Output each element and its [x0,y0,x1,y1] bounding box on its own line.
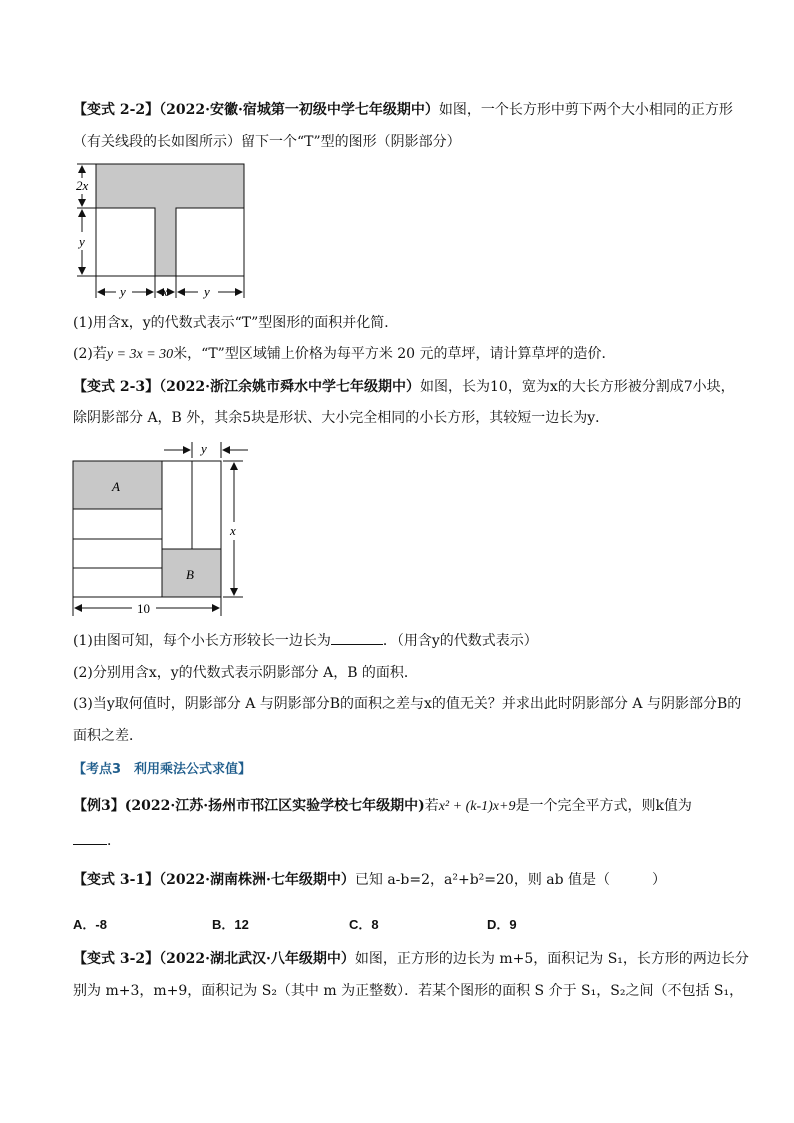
ex3-text-a: 若 [424,798,439,814]
ex3-line [73,796,692,817]
ex3-tag: 【例3】 [73,798,125,814]
v32-line1 [73,949,749,969]
v23-line1 [73,377,735,397]
label-10: 10 [137,601,150,616]
ex3-blank-line [73,831,121,851]
v23-text1: 如图，长为10，宽为x的大长方形被分割成7小块， [420,379,735,395]
label-x-bottom: x [162,284,168,299]
v31-tag: 【变式 3-1】 [73,872,160,888]
v32-tag: 【变式 3-2】 [73,951,160,967]
v23-tag: 【变式 2-3】 [73,379,160,395]
v32-text1: 如图，正方形的边长为 m+5，面积记为 S₁，长方形的两边长分 [354,951,749,967]
label-x-right: x [230,523,236,538]
ex3-text-c: 是一个完全平方式，则k值为 [515,798,692,814]
label-2x: 2x [76,178,89,193]
v22-source: （2022·安徽·宿城第一初级中学七年级期中） [159,102,439,118]
v22-line1 [73,100,733,120]
label-a: A [112,479,120,494]
ex3-source: (2022·江苏·扬州市邗江区实验学校七年级期中) [124,798,425,814]
v23-line2: 除阴影部分 A，B 外，其余5块是形状、大小完全相同的小长方形，其较短一边长为y． [73,410,610,426]
label-b: B [186,567,194,582]
label-y-top: y [201,441,207,456]
ex3-expr: x² + (k-1)x+9 [438,799,516,814]
v23-q1b: ．（用含y的代数式表示） [382,633,538,649]
v31-option-d: D．9 [487,917,517,932]
v23-q1 [73,631,538,651]
t-shape-figure [72,158,252,303]
v22-q1: (1)用含x，y的代数式表示“T”型图形的面积并化简． [73,315,399,331]
v31-option-b: B．12 [212,917,249,932]
v23-q3a: (3)当y取何值时，阴影部分 A 与阴影部分B的面积之差与x的值无关？并求出此时阴影部分 A 与阴影部分B的 [73,696,742,712]
square-right [176,208,244,276]
v23-source: （2022·浙江余姚市舜水中学七年级期中） [159,379,421,395]
rectangle-partition-figure [68,438,252,620]
label-y-bottom-1: y [120,284,126,299]
ex3-blank [73,844,107,845]
v22-line2: （有关线段的长如图所示）留下一个“T”型的图形（阴影部分） [73,134,461,150]
v23-q1-blank [331,644,383,645]
ex3-end: ． [107,833,121,849]
v22-tag: 【变式 2-2】 [73,102,160,118]
v22-q2eq: y = 3x = 30 [106,347,174,362]
v22-text1: 如图，一个长方形中剪下两个大小相同的正方形 [438,102,733,118]
v32-line2: 别为 m+3，m+9，面积记为 S₂（其中 m 为正整数）．若某个图形的面积 S 介于 S₁，S₂之间（不包括 S₁， [73,983,744,999]
v23-q2: (2)分别用含x，y的代数式表示阴影部分 A，B 的面积． [73,665,418,681]
v22-q2 [73,344,616,365]
kaodian-3-heading: 【考点3 利用乘法公式求值】 [73,762,252,777]
square-left [96,208,155,276]
v23-q1a: (1)由图可知，每个小长方形较长一边长为 [73,633,331,649]
v23-q3b: 面积之差． [73,728,143,744]
v31-option-a: A．-8 [73,917,107,932]
v31-option-c: C．8 [349,917,379,932]
v22-q2a: (2)若 [73,346,107,362]
v22-q2b: 米，“T”型区域铺上价格为每平方米 20 元的草坪，请计算草坪的造价． [173,346,616,362]
label-y-bottom-2: y [204,284,210,299]
v32-source: （2022·湖北武汉·八年级期中） [159,951,355,967]
v31-line [73,870,666,890]
label-y-left: y [79,234,85,249]
v31-source: （2022·湖南株洲·七年级期中） [159,872,355,888]
v31-text: 已知 a-b=2，a²+b²=20，则 ab 值是（ ） [354,872,667,888]
